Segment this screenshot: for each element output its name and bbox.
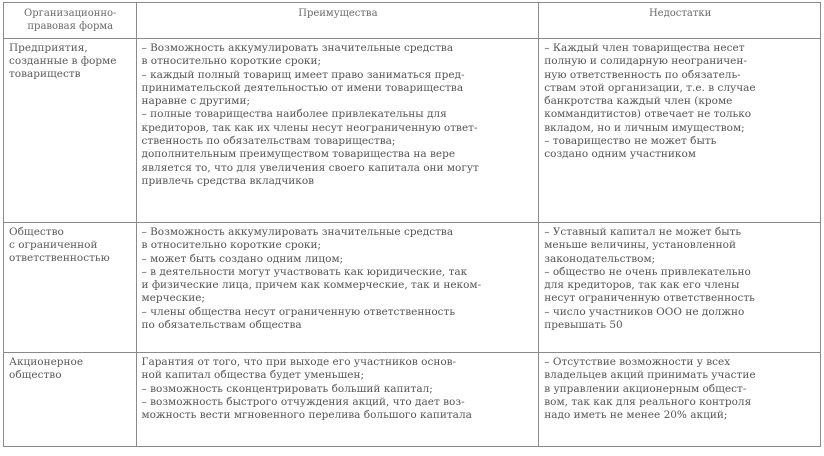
disadvantage-line: – общество не очень привлекательно xyxy=(544,265,751,278)
advantage-line: – полные товарищества наиболее привлекательны для xyxy=(141,108,447,121)
table-row xyxy=(4,223,821,353)
disadvantage-line: ствам этой организации, т.е. в случае xyxy=(544,81,756,94)
disadvantage-line: несут ограниченную ответственность xyxy=(544,292,755,305)
advantage-line: – возможность быстрого отчуждения акций, что дает воз- xyxy=(141,395,465,408)
disadvantage-line: полную и солидарную неограничен- xyxy=(544,55,747,68)
header-disadvantages-label: Недостатки xyxy=(648,8,712,19)
disadvantages-cell xyxy=(539,353,821,447)
advantage-line: ственность по обязательствам товарищества; xyxy=(141,135,396,148)
disadvantage-line: вкладом, но и личным имуществом; xyxy=(544,121,745,134)
advantages-cell xyxy=(136,353,539,447)
disadvantage-line: – Каждый член товарищества несет xyxy=(544,42,745,54)
disadvantage-line: банкротства каждый член (кроме xyxy=(544,95,733,108)
disadvantage-line: – число участников ООО не должно xyxy=(544,305,745,318)
advantage-line: – может быть создано одним лицом; xyxy=(141,252,344,265)
disadvantage-line: для кредиторов, так как его члены xyxy=(544,279,740,292)
header-form-line: Организационно-правовая форма xyxy=(24,8,117,33)
disadvantage-line: – Уставный капитал не может быть xyxy=(544,226,742,238)
advantage-line: привлечь средства вкладчиков xyxy=(141,174,315,187)
advantage-line: кредиторов, так как их члены несут неограниченную ответ- xyxy=(141,121,478,134)
form-name xyxy=(9,42,132,81)
advantage-line: Гарантия от того, что при выходе его участников основ- xyxy=(141,356,457,368)
form-cell xyxy=(4,39,137,223)
disadvantage-line: создано одним участником xyxy=(544,148,696,161)
advantage-line: мерческие; xyxy=(141,292,205,305)
advantage-line: дополнительным преимуществом товарищества на вере xyxy=(141,148,456,161)
disadvantage-line: законодательством; xyxy=(544,252,656,265)
advantage-line: ной капитал общества будет уменьшен; xyxy=(141,369,364,382)
form-line: ответственностью xyxy=(9,252,110,264)
disadvantages-cell xyxy=(539,39,821,223)
advantage-line: принимательской деятельностью от имени товарищества xyxy=(141,81,464,94)
disadvantage-line: меньше величины, установленной xyxy=(544,239,736,252)
advantage-line: и физические лица, причем как коммерческие, так и неком- xyxy=(141,279,482,292)
advantage-line: в относительно короткие сроки; xyxy=(141,55,322,68)
advantage-line: – каждый полный товарищ имеет право заниматься пред- xyxy=(141,68,465,81)
form-cell xyxy=(4,353,137,447)
disadvantage-line: ную ответственность по обязатель- xyxy=(544,68,741,81)
advantage-line: является то, что для увеличения своего капитала они могут xyxy=(141,161,479,174)
advantage-line: можность вести мгновенного перелива большого капитала xyxy=(141,409,472,422)
form-line: созданные в форме xyxy=(9,55,117,67)
advantage-line: наравне с другими; xyxy=(141,95,250,108)
disadvantage-line: – Отсутствие возможности у всех xyxy=(544,356,731,368)
comparison-table xyxy=(3,2,821,447)
advantage-line: в относительно короткие сроки; xyxy=(141,239,322,252)
disadvantage-line: в управлении акционерным общест- xyxy=(544,382,747,395)
disadvantage-line: владельцев акций принимать участие xyxy=(544,369,756,382)
disadvantages-cell xyxy=(539,223,821,353)
form-line: с ограниченной xyxy=(9,239,98,251)
header-advantages-label: Преимущества xyxy=(298,8,378,19)
header-form xyxy=(4,3,137,39)
disadvantage-line: надо иметь не менее 20% акций; xyxy=(544,409,728,422)
advantage-line: – Возможность аккумулировать значительные средства xyxy=(141,226,454,238)
disadvantage-line: коммандитистов) отвечает не только xyxy=(544,108,752,121)
disadvantage-line: вом, так как для реального контроля xyxy=(544,395,752,408)
form-name xyxy=(9,356,132,382)
advantage-line: – члены общества несут ограниченную ответственность xyxy=(141,305,456,318)
header-disadvantages xyxy=(539,3,821,39)
form-name xyxy=(9,226,132,265)
table-row xyxy=(4,39,821,223)
header-advantages xyxy=(136,3,539,39)
advantages-cell xyxy=(136,223,539,353)
form-line: Предприятия, xyxy=(9,42,88,54)
form-line: общество xyxy=(9,369,62,381)
form-line: Общество xyxy=(9,226,64,238)
advantage-line: – в деятельности могут участвовать как юридические, так xyxy=(141,265,468,278)
advantage-line: по обязательствам общества xyxy=(141,319,302,332)
form-line: Акционерное xyxy=(9,356,84,368)
form-cell xyxy=(4,223,137,353)
disadvantage-line: превышать 50 xyxy=(544,319,623,332)
advantage-line: – возможность сконцентрировать больший капитал; xyxy=(141,382,433,395)
advantage-line: – Возможность аккумулировать значительные средства xyxy=(141,42,454,54)
disadvantage-line: – товарищество не может быть xyxy=(544,135,717,148)
table-row xyxy=(4,353,821,447)
header-row xyxy=(4,3,821,39)
advantages-cell xyxy=(136,39,539,223)
form-line: товариществ xyxy=(9,68,81,80)
